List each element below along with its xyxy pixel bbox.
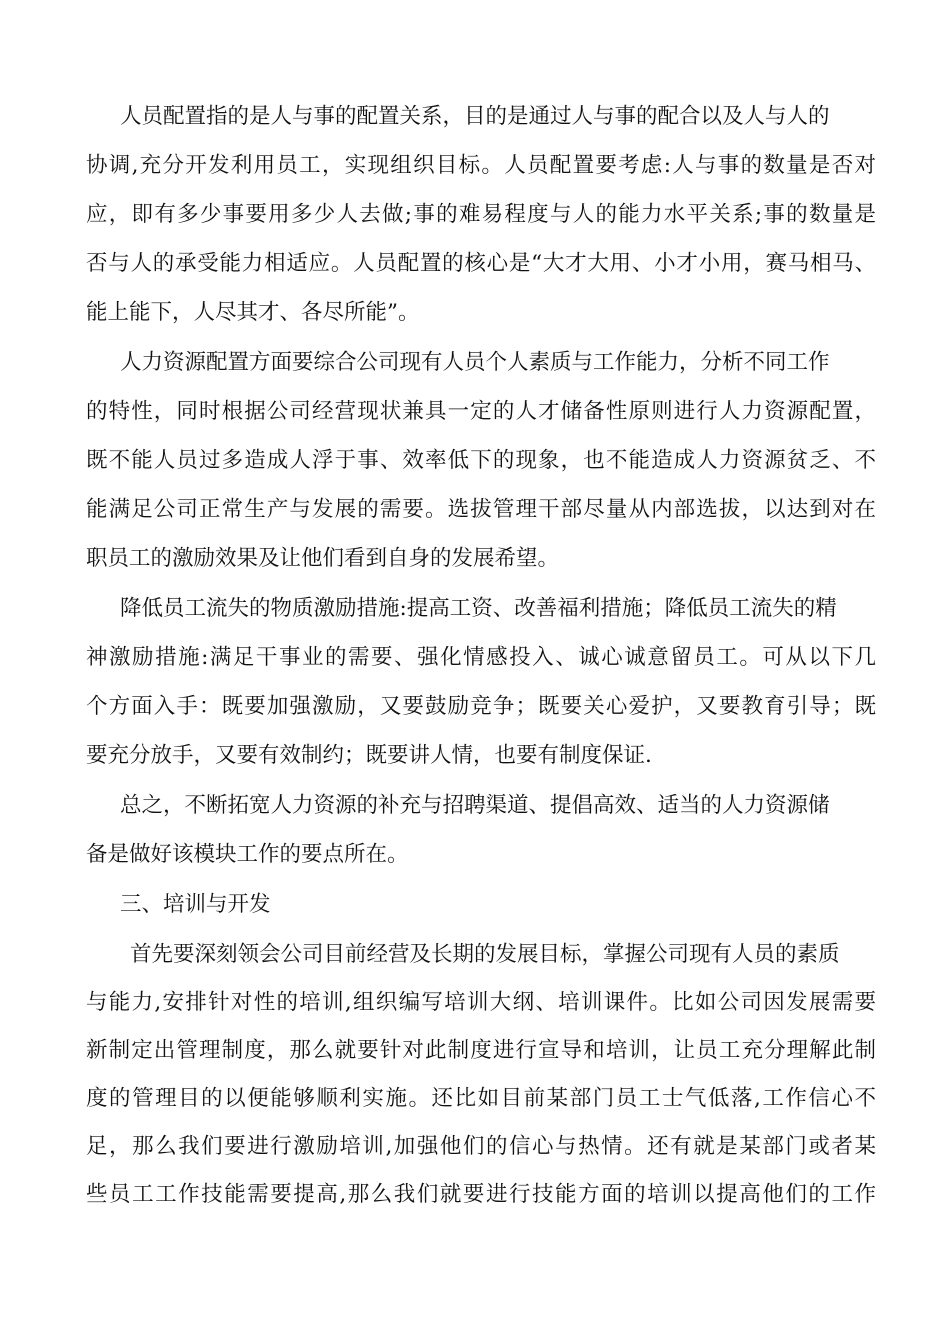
paragraph-line: 既不能人员过多造成人浮于事、效率低下的现象，也不能造成人力资源贫乏、不 — [86, 448, 876, 473]
paragraph-line: 总之，不断拓宽人力资源的补充与招聘渠道、提倡高效、适当的人力资源储 — [120, 793, 830, 818]
paragraph-line: 足，那么我们要进行激励培训,加强他们的信心与热情。还有就是某部门或者某 — [86, 1134, 876, 1159]
paragraph-line: 应，即有多少事要用多少人去做;事的难易程度与人的能力水平关系;事的数量是 — [86, 202, 876, 227]
paragraph-line: 否与人的承受能力相适应。人员配置的核心是“大才大用、小才小用，赛马相马、 — [86, 251, 876, 276]
paragraph-line: 的特性，同时根据公司经营现状兼具一定的人才储备性原则进行人力资源配置， — [86, 399, 876, 424]
paragraph-line: 能上能下，人尽其才、各尽所能”。 — [86, 300, 420, 325]
paragraph-line: 个方面入手：既要加强激励，又要鼓励竞争；既要关心爱护，又要教育引导；既 — [86, 694, 876, 719]
paragraph-line: 新制定出管理制度，那么就要针对此制度进行宣导和培训，让员工充分理解此制 — [86, 1038, 876, 1063]
paragraph-line: 备是做好该模块工作的要点所在。 — [86, 842, 409, 867]
paragraph-line: 神激励措施:满足干事业的需要、强化情感投入、诚心诚意留员工。可从以下几 — [86, 645, 876, 670]
section-heading: 三、培训与开发 — [120, 892, 271, 917]
paragraph-line: 些员工工作技能需要提高,那么我们就要进行技能方面的培训以提高他们的工作 — [86, 1182, 876, 1207]
paragraph-line: 人员配置指的是人与事的配置关系，目的是通过人与事的配合以及人与人的 — [120, 104, 830, 129]
paragraph-line: 首先要深刻领会公司目前经营及长期的发展目标，掌握公司现有人员的素质 — [130, 942, 840, 967]
paragraph-line: 人力资源配置方面要综合公司现有人员个人素质与工作能力，分析不同工作 — [120, 350, 830, 375]
paragraph-line: 度的管理目的以便能够顺利实施。还比如目前某部门员工士气低落,工作信心不 — [86, 1086, 876, 1111]
paragraph-line: 协调,充分开发利用员工，实现组织目标。人员配置要考虑:人与事的数量是否对 — [86, 153, 876, 178]
paragraph-line: 降低员工流失的物质激励措施:提高工资、改善福利措施；降低员工流失的精 — [120, 596, 837, 621]
paragraph-line: 与能力,安排针对性的培训,组织编写培训大纲、培训课件。比如公司因发展需要 — [86, 990, 876, 1015]
paragraph-line: 要充分放手，又要有效制约；既要讲人情，也要有制度保证. — [86, 743, 652, 768]
paragraph-line: 能满足公司正常生产与发展的需要。选拔管理干部尽量从内部选拔，以达到对在 — [86, 497, 876, 522]
paragraph-line: 职员工的激励效果及让他们看到自身的发展希望。 — [86, 546, 560, 571]
